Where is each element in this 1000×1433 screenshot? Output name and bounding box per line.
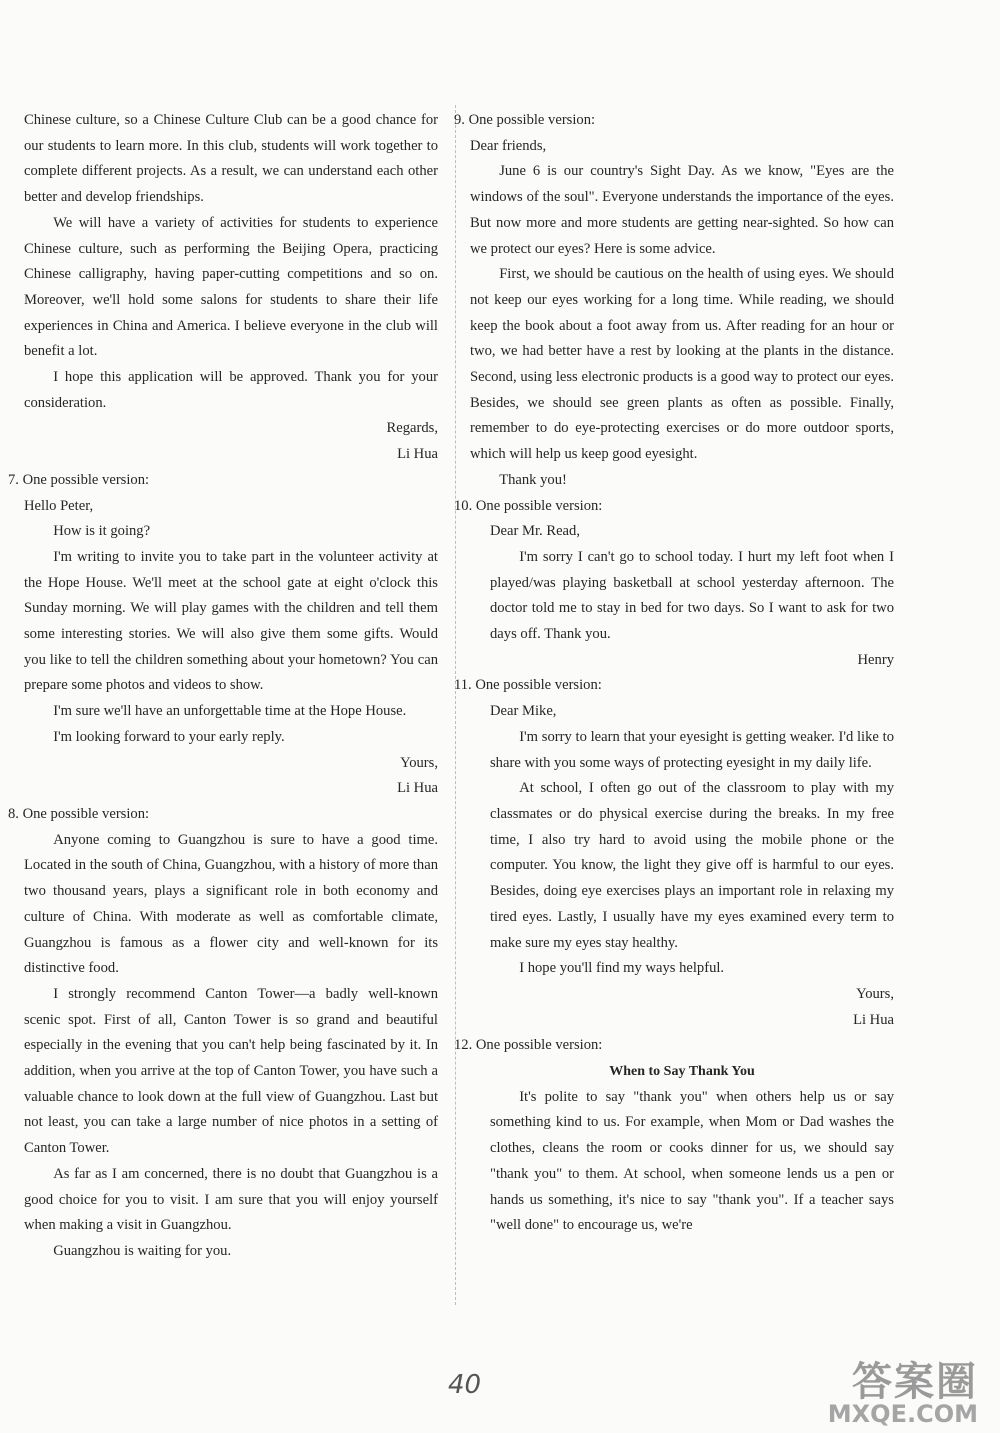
paragraph: Thank you!: [499, 471, 567, 488]
letter-signature: Li Hua: [853, 1011, 894, 1028]
paragraph: Chinese culture, so a Chinese Culture Club can be a good chance for our students to learn more. In this club, students will work together to complete different projects. As a result, we can understand each other better and develop friendships.: [24, 112, 438, 206]
right-column: [454, 108, 894, 1239]
question-heading-9: 9. One possible version:: [454, 112, 596, 128]
left-column: [8, 108, 438, 1265]
paragraph: Guangzhou is waiting for you.: [53, 1242, 232, 1259]
essay-title: When to Say Thank You: [609, 1064, 755, 1080]
paragraph: I'm sorry to learn that your eyesight is getting weaker. I'd like to share with you some ways of protecting eyesight in my daily life.: [490, 728, 894, 771]
watermark-logo: 答案圈: [852, 1359, 978, 1405]
paragraph: Anyone coming to Guangzhou is sure to have a good time. Located in the south of China, Guangzhou, with a history of more than two thousand years, plays a significant role in both economy and culture of China. With moderate as well as comfortable climate, Guangzhou is famous as a flower city and well-known for its distinctive food.: [24, 831, 438, 977]
letter-greeting: Hello Peter,: [24, 497, 94, 514]
watermark: [778, 1350, 988, 1430]
letter-greeting: Dear Mike,: [490, 703, 557, 720]
letter-closing: Yours,: [856, 985, 894, 1002]
paragraph: I'm sorry I can't go to school today. I hurt my left foot when I played/was playing basketball at school yesterday afternoon. The doctor told me to stay in bed for two days. So I want to ask for two days off. Thank you.: [490, 548, 894, 643]
paragraph: We will have a variety of activities for students to experience Chinese culture, such as performing the Beijing Opera, practicing Chinese calligraphy, having paper-cutting competitions and so on. Moreover, we'll hold some salons for students to share their life experiences in China and America. I believe everyone in the club will benefit a lot.: [24, 214, 438, 360]
paragraph: I hope you'll find my ways helpful.: [519, 960, 725, 977]
letter-greeting: Dear friends,: [470, 137, 547, 154]
column-divider: [455, 105, 456, 1305]
question-heading-11: 11. One possible version:: [454, 677, 602, 694]
paragraph: I strongly recommend Canton Tower—a badly well-known scenic spot. First of all, Canton Tower is so grand and beautiful especially in the evening that you can't help being fascinated by it. In addition, when you arrive at the top of Canton Tower, you have such a valuable chance to look down at the full view of Guangzhou. Last but not least, you can take a large number of nice photos in a setting of Canton Tower.: [24, 985, 438, 1157]
paragraph: How is it going?: [53, 523, 151, 540]
letter-greeting: Dear Mr. Read,: [490, 523, 580, 540]
letter-closing: Yours,: [400, 754, 438, 771]
paragraph: At school, I often go out of the classroom to play with my classmates or do physical exercise during the breaks. In my free time, I also try hard to avoid using the mobile phone or the computer. You know, the light they give off is harmful to our eyes. Besides, doing eye exercises plays an important role in relaxing my tired eyes. Lastly, I usually have my eyes examined every term to make sure my eyes stay healthy.: [490, 780, 894, 951]
question-heading-12: 12. One possible version:: [454, 1037, 603, 1054]
paragraph: As far as I am concerned, there is no doubt that Guangzhou is a good choice for you to visit. I am sure that you will enjoy yourself when making a visit in Guangzhou.: [24, 1165, 438, 1234]
letter-signature: Li Hua: [397, 446, 438, 463]
paragraph: It's polite to say "thank you" when others help us or say something kind to us. For example, when Mom or Dad washes the clothes, cleans the room or cooks dinner for us, we should say "thank you" to them. At school, when someone lends us a pen or hands us something, it's nice to say "thank you". If a teacher says "well done" to encourage us, we're: [490, 1088, 894, 1234]
paragraph: I'm sure we'll have an unforgettable time at the Hope House.: [53, 703, 407, 720]
paragraph: I'm looking forward to your early reply.: [53, 728, 285, 745]
question-heading-10: 10. One possible version:: [454, 497, 603, 514]
paragraph: I hope this application will be approved. Thank you for your consideration.: [24, 369, 438, 411]
paragraph: June 6 is our country's Sight Day. As we know, "Eyes are the windows of the soul". Everyone understands the importance of the eyes. But now more and more students are getting near-sighted. So how can we protect our eyes? Here is some advice.: [470, 163, 894, 257]
question-heading-8: 8. One possible version:: [8, 805, 150, 822]
paragraph: First, we should be cautious on the health of using eyes. We should not keep our eyes working for a long time. While reading, we should keep the book about a foot away from us. After reading for an hour or two, we had better have a rest by looking at the plants in the distance. Second, using less electronic products is a good way to protect our eyes. Besides, we should see green plants as often as possible. Finally, remember to do eye-protecting exercises or do more outdoor sports, which will help us keep good eyesight.: [470, 266, 894, 463]
watermark-url: MXQE.COM: [827, 1400, 978, 1428]
letter-signature: Henry: [857, 651, 894, 668]
paragraph: I'm writing to invite you to take part in the volunteer activity at the Hope House. We'll meet at the school gate at eight o'clock this Sunday morning. We will play games with the children and tell them some interesting stories. We will also give them some gifts. Would you like to tell the children something about your hometown? You can prepare some photos and videos to show.: [24, 548, 438, 694]
page-number: 40: [448, 1370, 482, 1400]
question-heading-7: 7. One possible version:: [8, 471, 150, 488]
letter-signature: Li Hua: [397, 780, 438, 797]
letter-closing: Regards,: [386, 420, 438, 437]
